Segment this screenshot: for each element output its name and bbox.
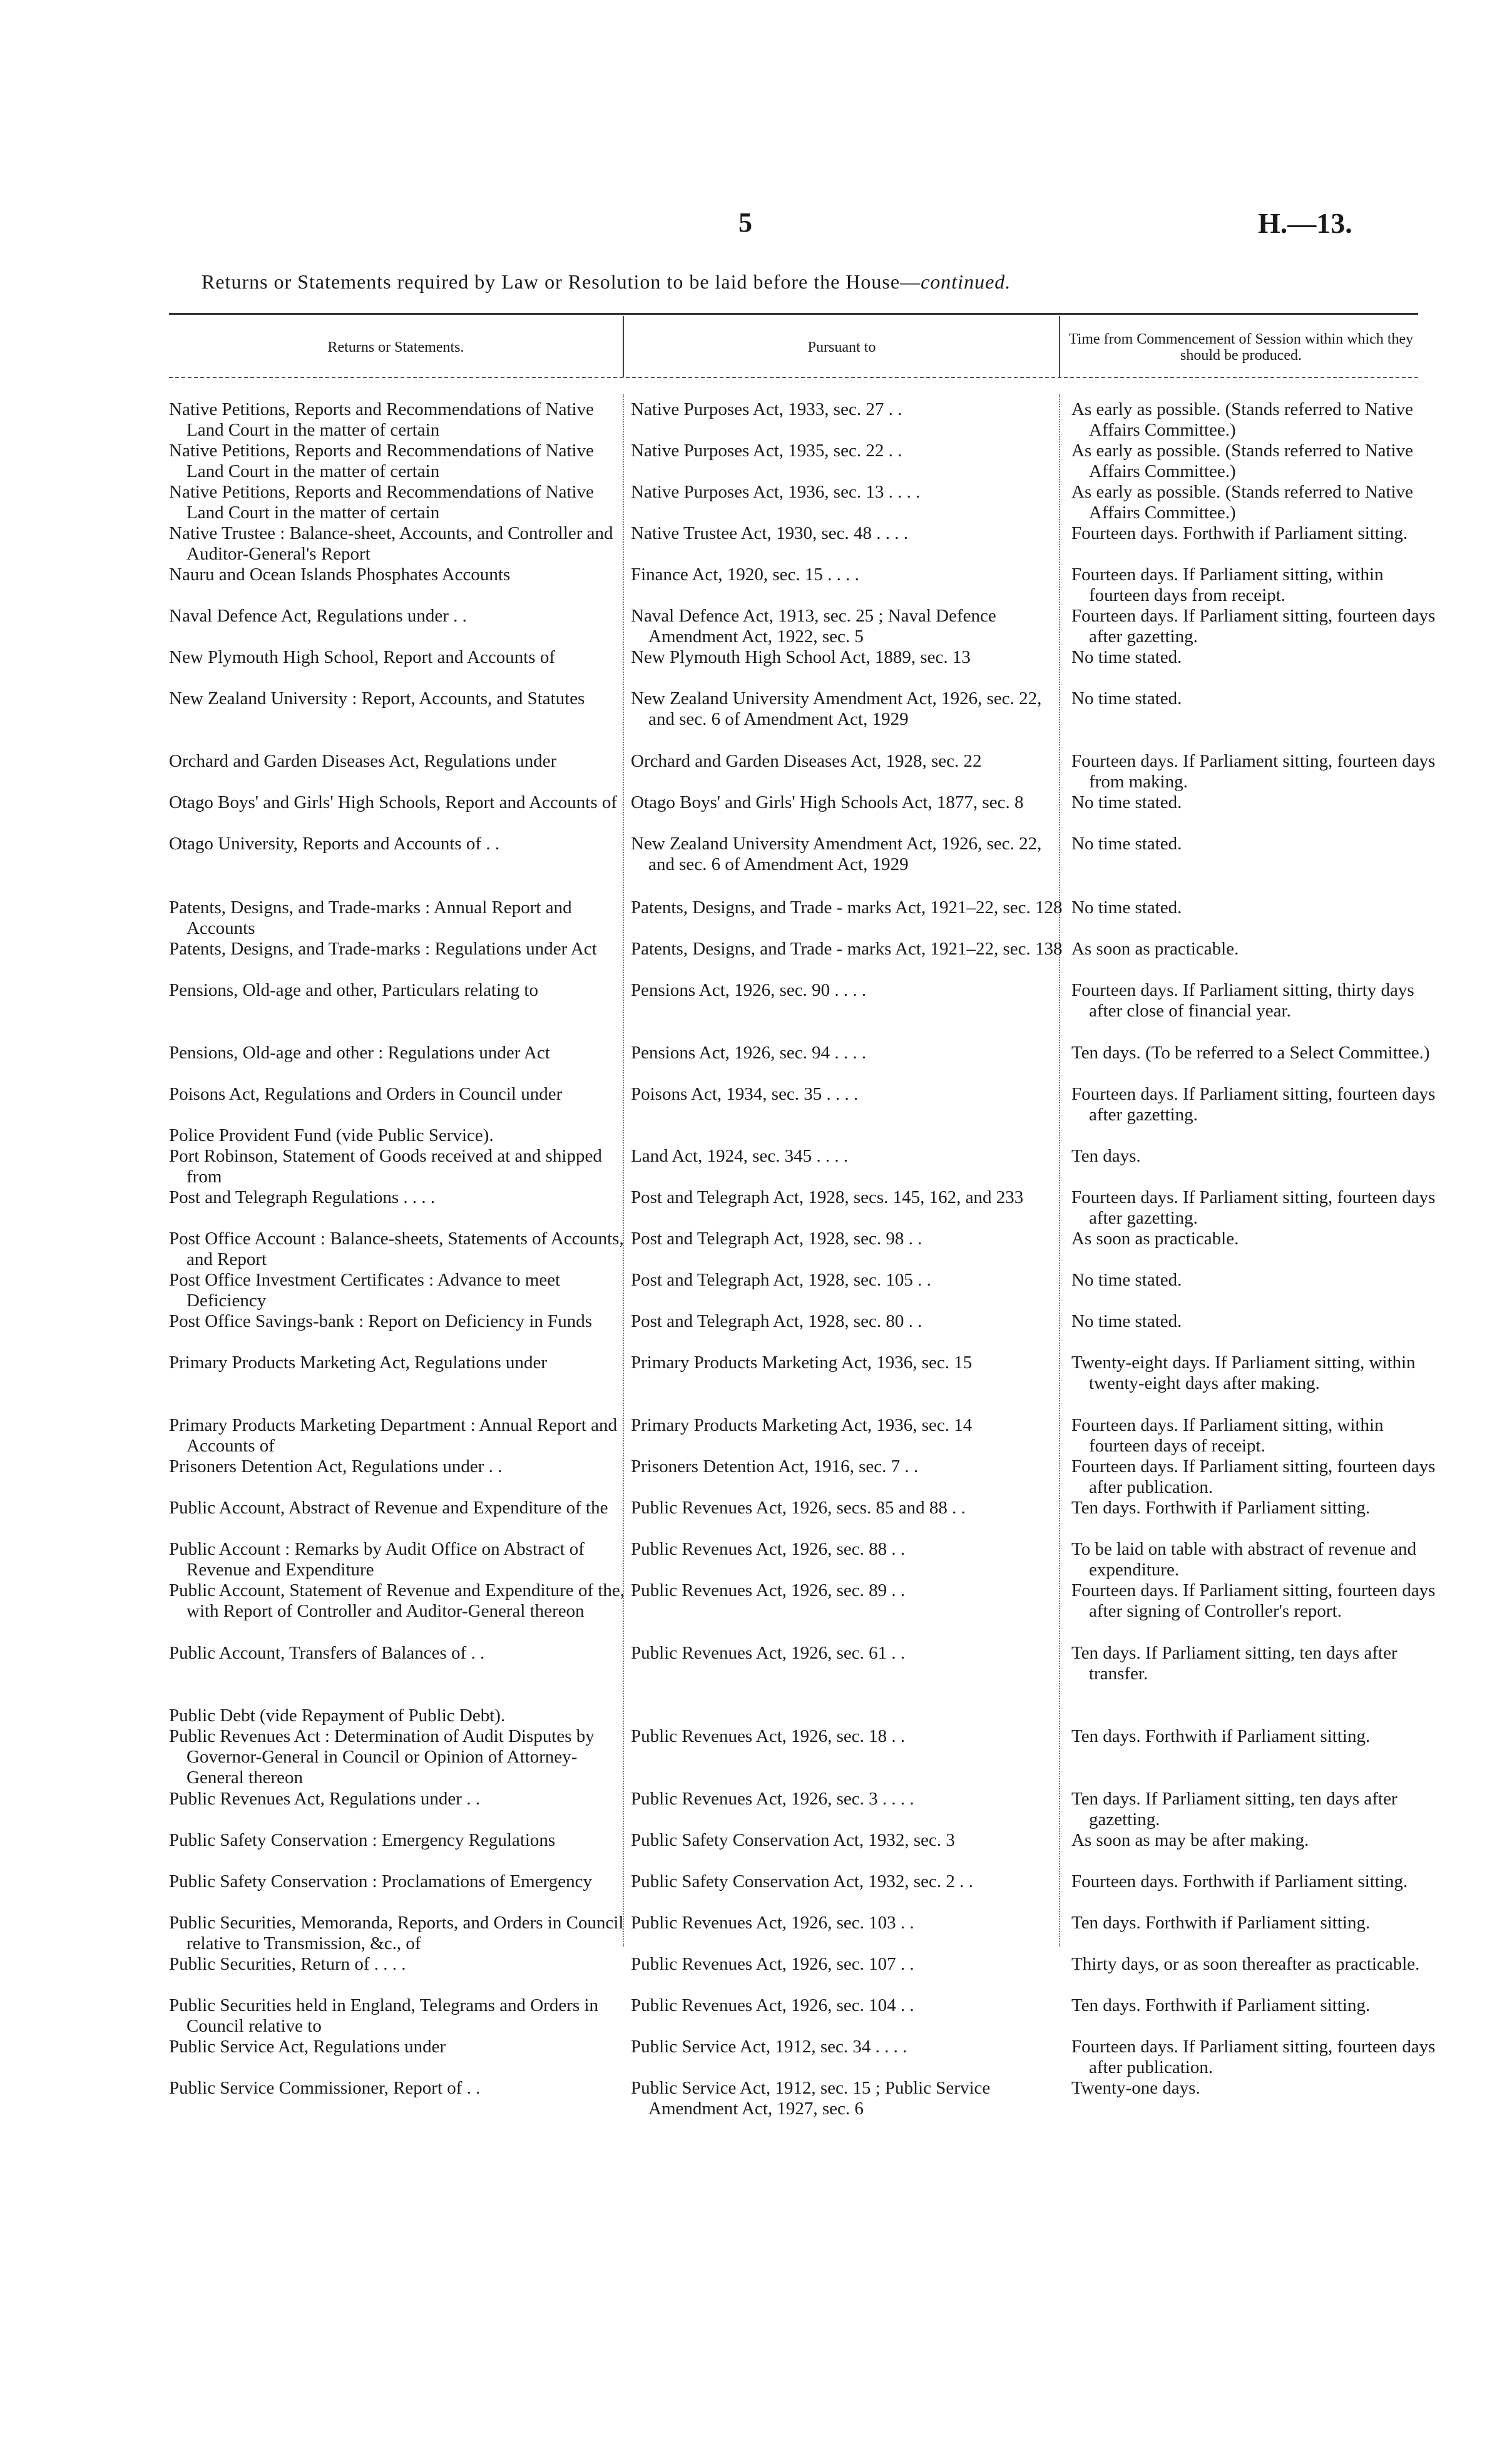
cell-pursuant: Post and Telegraph Act, 1928, sec. 105 . . (631, 1270, 931, 1290)
cell-pursuant: Public Revenues Act, 1926, sec. 89 . . (631, 1580, 906, 1600)
cell-returns: Public Safety Conservation : Emergency Regulations (169, 1830, 556, 1850)
cell-returns: Patents, Designs, and Trade-marks : Regulations under Act (169, 939, 597, 959)
title-continued: continued. (921, 270, 1011, 293)
cell-time: Fourteen days. If Parliament sitting, fourteen days after publication. (1071, 1456, 1436, 1497)
cell-time: As early as possible. (Stands referred to Native Affairs Committee.) (1071, 399, 1414, 440)
cell-time: Fourteen days. Forthwith if Parliament sitting. (1071, 523, 1408, 543)
cell-returns: Public Service Act, Regulations under (169, 2037, 446, 2057)
cell-time: Fourteen days. If Parliament sitting, fourteen days after gazetting. (1071, 606, 1436, 647)
cell-pursuant: Public Service Act, 1912, sec. 34 . . . . (631, 2037, 907, 2057)
cell-pursuant: Public Revenues Act, 1926, sec. 61 . . (631, 1643, 906, 1663)
cell-returns: Native Petitions, Reports and Recommendations of Native Land Court in the matter of certain (169, 399, 594, 440)
cell-time: Fourteen days. If Parliament sitting, fourteen days from making. (1071, 751, 1436, 792)
cell-pursuant: Public Revenues Act, 1926, sec. 88 . . (631, 1539, 906, 1559)
cell-time: As early as possible. (Stands referred to Native Affairs Committee.) (1071, 441, 1414, 481)
cell-pursuant: New Zealand University Amendment Act, 1926, sec. 22, and sec. 6 of Amendment Act, 1929 (631, 688, 1042, 729)
cell-time: Fourteen days. If Parliament sitting, thirty days after close of financial year. (1071, 980, 1414, 1021)
header-column-separator (1059, 316, 1060, 377)
cell-returns: Port Robinson, Statement of Goods received at and shipped from (169, 1146, 602, 1187)
cell-time: No time stated. (1071, 792, 1182, 812)
cell-time: No time stated. (1071, 647, 1182, 667)
cell-returns: New Zealand University : Report, Accounts, and Statutes (169, 688, 585, 709)
cell-returns: Native Trustee : Balance-sheet, Accounts, and Controller and Auditor-General's Report (169, 523, 613, 564)
cell-time: Fourteen days. If Parliament sitting, fourteen days after publication. (1071, 2037, 1436, 2077)
cell-time: To be laid on table with abstract of revenue and expenditure. (1071, 1539, 1417, 1580)
cell-pursuant: Land Act, 1924, sec. 345 . . . . (631, 1146, 849, 1166)
cell-time: As soon as practicable. (1071, 1229, 1239, 1249)
cell-time: Ten days. (To be referred to a Select Committee.) (1071, 1043, 1430, 1063)
cell-pursuant: Pensions Act, 1926, sec. 94 . . . . (631, 1043, 867, 1063)
cell-returns: Naval Defence Act, Regulations under . . (169, 606, 467, 626)
cell-returns: Public Securities, Return of . . . . (169, 1954, 406, 1974)
cell-pursuant: Post and Telegraph Act, 1928, sec. 98 . . (631, 1229, 922, 1249)
cell-pursuant: Post and Telegraph Act, 1928, secs. 145, 162, and 233 (631, 1187, 1024, 1207)
cell-returns: Post Office Savings-bank : Report on Deficiency in Funds (169, 1311, 593, 1331)
cell-time: No time stated. (1071, 834, 1182, 854)
cell-pursuant: Public Safety Conservation Act, 1932, sec. 2 . . (631, 1871, 973, 1891)
cell-pursuant: Public Revenues Act, 1926, sec. 3 . . . . (631, 1789, 914, 1809)
cell-pursuant: New Zealand University Amendment Act, 1926, sec. 22, and sec. 6 of Amendment Act, 1929 (631, 834, 1042, 874)
cell-pursuant: Public Revenues Act, 1926, sec. 104 . . (631, 1995, 914, 2015)
cell-returns: Prisoners Detention Act, Regulations under . . (169, 1456, 503, 1476)
cell-time: As soon as practicable. (1071, 939, 1239, 959)
cell-returns: Public Securities, Memoranda, Reports, and Orders in Council relative to Transmission, &c., of (169, 1913, 624, 1953)
cell-time: No time stated. (1071, 898, 1182, 918)
column-header-time: Time from Commencement of Session within which they should be produced. (1068, 331, 1414, 364)
cell-returns: Public Debt (vide Repayment of Public Debt). (169, 1706, 506, 1726)
cell-time: Ten days. If Parliament sitting, ten days after transfer. (1071, 1643, 1397, 1684)
cell-time: Fourteen days. If Parliament sitting, fourteen days after gazetting. (1071, 1187, 1436, 1228)
cell-returns: Public Securities held in England, Telegrams and Orders in Council relative to (169, 1995, 599, 2036)
page-title (202, 270, 1391, 294)
cell-time: Fourteen days. If Parliament sitting, within fourteen days of receipt. (1071, 1415, 1384, 1456)
cell-time: Ten days. If Parliament sitting, ten days after gazetting. (1071, 1789, 1397, 1829)
cell-pursuant: Naval Defence Act, 1913, sec. 25 ; Naval Defence Amendment Act, 1922, sec. 5 (631, 606, 996, 647)
cell-time: Fourteen days. If Parliament sitting, fourteen days after gazetting. (1071, 1084, 1436, 1125)
cell-returns: Native Petitions, Reports and Recommendations of Native Land Court in the matter of certain (169, 482, 594, 523)
page-number: 5 (738, 207, 752, 238)
cell-returns: Patents, Designs, and Trade-marks : Annual Report and Accounts (169, 898, 572, 938)
cell-returns: Public Safety Conservation : Proclamations of Emergency (169, 1871, 592, 1891)
title-text: Returns or Statements required by Law or Resolution to be laid before the House— (202, 270, 921, 293)
cell-pursuant: Native Purposes Act, 1935, sec. 22 . . (631, 441, 902, 461)
cell-pursuant: Poisons Act, 1934, sec. 35 . . . . (631, 1084, 859, 1104)
cell-returns: Otago University, Reports and Accounts of . . (169, 834, 500, 854)
cell-pursuant: Native Purposes Act, 1936, sec. 13 . . . . (631, 482, 921, 502)
cell-returns: Public Account, Statement of Revenue and Expenditure of the, with Report of Controller and Auditor-General thereon (169, 1580, 625, 1621)
cell-pursuant: Public Service Act, 1912, sec. 15 ; Public Service Amendment Act, 1927, sec. 6 (631, 2078, 991, 2119)
cell-pursuant: Public Revenues Act, 1926, sec. 18 . . (631, 1726, 906, 1746)
cell-time: Ten days. Forthwith if Parliament sitting. (1071, 1913, 1371, 1933)
cell-pursuant: Native Purposes Act, 1933, sec. 27 . . (631, 399, 902, 419)
cell-returns: Post Office Investment Certificates : Advance to meet Deficiency (169, 1270, 561, 1311)
cell-returns: Otago Boys' and Girls' High Schools, Report and Accounts of (169, 792, 618, 812)
cell-pursuant: Post and Telegraph Act, 1928, sec. 80 . . (631, 1311, 922, 1331)
cell-pursuant: Primary Products Marketing Act, 1936, sec. 14 (631, 1415, 973, 1435)
cell-returns: New Plymouth High School, Report and Accounts of (169, 647, 556, 667)
cell-time: As soon as may be after making. (1071, 1830, 1309, 1850)
cell-time: Thirty days, or as soon thereafter as practicable. (1071, 1954, 1420, 1974)
cell-pursuant: Orchard and Garden Diseases Act, 1928, sec. 22 (631, 751, 982, 771)
cell-time: No time stated. (1071, 1270, 1182, 1290)
cell-returns: Poisons Act, Regulations and Orders in Council under (169, 1084, 563, 1104)
header-bottom-rule (169, 377, 1418, 378)
cell-pursuant: Patents, Designs, and Trade - marks Act, 1921–22, sec. 138 (631, 939, 1063, 959)
cell-time: Ten days. Forthwith if Parliament sitting. (1071, 1498, 1371, 1518)
header-top-rule (169, 313, 1418, 315)
cell-pursuant: New Plymouth High School Act, 1889, sec. 13 (631, 647, 971, 667)
cell-returns: Nauru and Ocean Islands Phosphates Accounts (169, 565, 511, 585)
cell-pursuant: Prisoners Detention Act, 1916, sec. 7 . . (631, 1456, 919, 1476)
cell-time: No time stated. (1071, 1311, 1182, 1331)
cell-pursuant: Public Revenues Act, 1926, secs. 85 and 88 . . (631, 1498, 966, 1518)
cell-time: Twenty-one days. (1071, 2078, 1200, 2098)
cell-returns: Public Service Commissioner, Report of . . (169, 2078, 481, 2098)
cell-time: Fourteen days. If Parliament sitting, fourteen days after signing of Controller's report. (1071, 1580, 1436, 1621)
cell-time: Fourteen days. Forthwith if Parliament sitting. (1071, 1871, 1408, 1891)
cell-returns: Post and Telegraph Regulations . . . . (169, 1187, 436, 1207)
cell-returns: Primary Products Marketing Act, Regulations under (169, 1353, 548, 1373)
cell-returns: Pensions, Old-age and other, Particulars relating to (169, 980, 538, 1000)
cell-returns: Primary Products Marketing Department : Annual Report and Accounts of (169, 1415, 617, 1456)
cell-time: As early as possible. (Stands referred to Native Affairs Committee.) (1071, 482, 1414, 523)
cell-pursuant: Patents, Designs, and Trade - marks Act, 1921–22, sec. 128 (631, 898, 1063, 918)
cell-time: No time stated. (1071, 688, 1182, 709)
cell-pursuant: Primary Products Marketing Act, 1936, sec. 15 (631, 1353, 973, 1373)
header-column-separator (623, 316, 624, 377)
cell-returns: Public Account : Remarks by Audit Office on Abstract of Revenue and Expenditure (169, 1539, 585, 1580)
cell-time: Ten days. Forthwith if Parliament sitting. (1071, 1995, 1371, 2015)
cell-pursuant: Pensions Act, 1926, sec. 90 . . . . (631, 980, 867, 1000)
cell-returns: Pensions, Old-age and other : Regulations under Act (169, 1043, 550, 1063)
column-header-pursuant: Pursuant to (807, 339, 876, 356)
cell-returns: Public Revenues Act, Regulations under . . (169, 1789, 480, 1809)
cell-returns: Orchard and Garden Diseases Act, Regulations under (169, 751, 557, 771)
cell-pursuant: Public Revenues Act, 1926, sec. 103 . . (631, 1913, 914, 1933)
cell-pursuant: Native Trustee Act, 1930, sec. 48 . . . . (631, 523, 909, 543)
cell-time: Fourteen days. If Parliament sitting, within fourteen days from receipt. (1071, 565, 1384, 605)
document-reference: H.—13. (1258, 207, 1352, 239)
cell-time: Ten days. Forthwith if Parliament sitting. (1071, 1726, 1371, 1746)
cell-returns: Police Provident Fund (vide Public Service). (169, 1125, 494, 1145)
column-header-returns: Returns or Statements. (327, 339, 464, 356)
cell-pursuant: Otago Boys' and Girls' High Schools Act, 1877, sec. 8 (631, 792, 1024, 812)
cell-returns: Public Revenues Act : Determination of Audit Disputes by Governor-General in Council or Opinion of Attorney-General thereon (169, 1726, 595, 1788)
cell-time: Ten days. (1071, 1146, 1141, 1166)
cell-pursuant: Public Revenues Act, 1926, sec. 107 . . (631, 1954, 914, 1974)
cell-pursuant: Public Safety Conservation Act, 1932, sec. 3 (631, 1830, 955, 1850)
cell-returns: Public Account, Transfers of Balances of . . (169, 1643, 485, 1663)
cell-returns: Native Petitions, Reports and Recommendations of Native Land Court in the matter of certain (169, 441, 594, 481)
cell-returns: Post Office Account : Balance-sheets, Statements of Accounts, and Report (169, 1229, 624, 1269)
cell-returns: Public Account, Abstract of Revenue and Expenditure of the (169, 1498, 608, 1518)
cell-pursuant: Finance Act, 1920, sec. 15 . . . . (631, 565, 859, 585)
cell-time: Twenty-eight days. If Parliament sitting, within twenty-eight days after making. (1071, 1353, 1416, 1393)
